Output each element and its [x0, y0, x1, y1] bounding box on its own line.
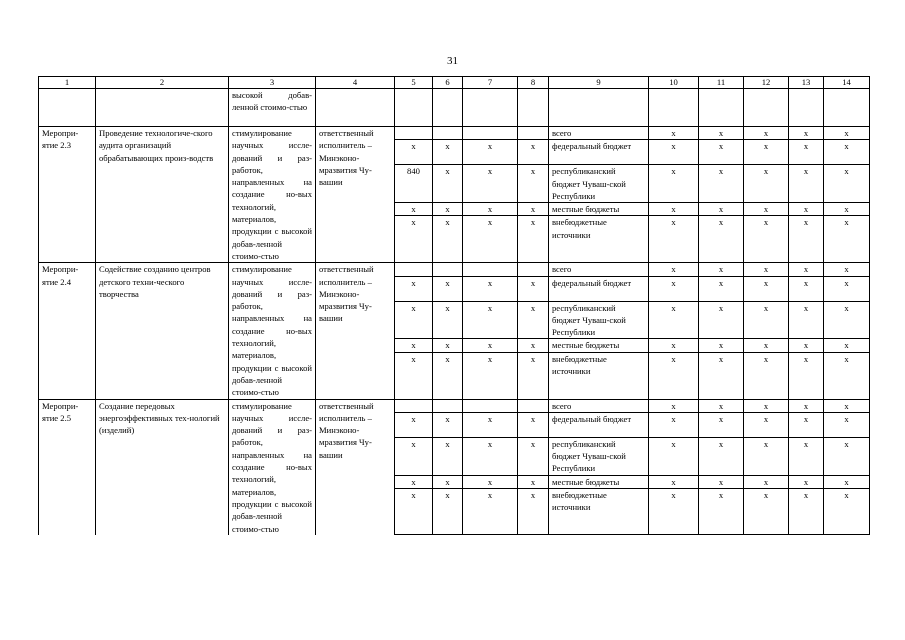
value-cell-c10: x: [649, 140, 699, 165]
value-cell-c11: x: [699, 203, 744, 216]
value-cell-c10: x: [649, 339, 699, 352]
continuation-cell-12: [744, 89, 789, 127]
value-cell-c5: x: [395, 339, 433, 352]
value-cell-c8: x: [518, 412, 549, 437]
value-cell-c12: x: [744, 412, 789, 437]
measure-executor: ответственный исполнитель – Минэконо-мразвития Чу-вашии: [316, 263, 395, 399]
value-cell-c11: x: [699, 276, 744, 301]
value-cell-c5: 840: [395, 165, 433, 203]
funding-source: федеральный бюджет: [549, 276, 649, 301]
value-cell-c8: x: [518, 276, 549, 301]
header-col-1: 1: [39, 77, 96, 89]
value-cell-c6: [433, 263, 463, 276]
measure-name: Проведение технологиче-ского аудита организаций обрабатывающих произ-водств: [96, 127, 229, 263]
continuation-cell-2: [96, 89, 229, 127]
value-cell-c14: x: [824, 276, 870, 301]
measure-goal: стимулирование научных иссле-дований и раз-работок, направленных на создание но-вых технологий, материалов, продукции с высокой добав-ленной стоимо-стью: [229, 399, 316, 535]
value-cell-c10: x: [649, 437, 699, 475]
value-cell-c11: x: [699, 412, 744, 437]
header-col-10: 10: [649, 77, 699, 89]
value-cell-c7: [463, 399, 518, 412]
continuation-cell-5: [395, 89, 433, 127]
value-cell-c14: x: [824, 352, 870, 399]
value-cell-c8: x: [518, 203, 549, 216]
funding-source: внебюджетные источники: [549, 216, 649, 263]
value-cell-c5: x: [395, 276, 433, 301]
value-cell-c5: [395, 399, 433, 412]
value-cell-c5: x: [395, 412, 433, 437]
value-cell-c5: x: [395, 475, 433, 488]
value-cell-c12: x: [744, 127, 789, 140]
value-cell-c10: x: [649, 412, 699, 437]
value-cell-c10: x: [649, 203, 699, 216]
value-cell-c13: x: [789, 352, 824, 399]
value-cell-c6: x: [433, 475, 463, 488]
value-cell-c5: x: [395, 301, 433, 339]
value-cell-c10: x: [649, 216, 699, 263]
header-col-5: 5: [395, 77, 433, 89]
funding-source: местные бюджеты: [549, 203, 649, 216]
value-cell-c13: x: [789, 203, 824, 216]
value-cell-c12: x: [744, 203, 789, 216]
value-cell-c14: x: [824, 301, 870, 339]
header-col-9: 9: [549, 77, 649, 89]
funding-source: республиканский бюджет Чуваш-ской Республики: [549, 301, 649, 339]
funding-source: внебюджетные источники: [549, 489, 649, 535]
value-cell-c7: [463, 127, 518, 140]
value-cell-c5: x: [395, 140, 433, 165]
value-cell-c13: x: [789, 165, 824, 203]
measure-code: Меропри-ятие 2.5: [39, 399, 96, 535]
funding-source: местные бюджеты: [549, 475, 649, 488]
continuation-goal: высокой добав-ленной стоимо-стью: [229, 89, 316, 127]
value-cell-c14: x: [824, 339, 870, 352]
header-col-13: 13: [789, 77, 824, 89]
value-cell-c11: x: [699, 165, 744, 203]
measure-name: Создание передовых энергоэффективных тех-нологий (изделий): [96, 399, 229, 535]
value-cell-c12: x: [744, 216, 789, 263]
value-cell-c14: x: [824, 140, 870, 165]
value-cell-c5: [395, 127, 433, 140]
value-cell-c12: x: [744, 339, 789, 352]
continuation-cell-9: [549, 89, 649, 127]
measure-row: [39, 127, 870, 140]
header-col-11: 11: [699, 77, 744, 89]
measure-executor: ответственный исполнитель – Минэконо-мразвития Чу-вашии: [316, 127, 395, 263]
value-cell-c6: x: [433, 412, 463, 437]
continuation-cell-8: [518, 89, 549, 127]
measure-goal: стимулирование научных иссле-дований и раз-работок, направленных на создание но-вых технологий, материалов, продукции с высокой добав-ленной стоимо-стью: [229, 127, 316, 263]
value-cell-c11: x: [699, 127, 744, 140]
value-cell-c6: x: [433, 216, 463, 263]
value-cell-c12: x: [744, 352, 789, 399]
value-cell-c6: x: [433, 301, 463, 339]
value-cell-c6: x: [433, 276, 463, 301]
value-cell-c10: x: [649, 301, 699, 339]
value-cell-c6: [433, 127, 463, 140]
value-cell-c11: x: [699, 263, 744, 276]
budget-table: [38, 76, 870, 535]
value-cell-c8: [518, 127, 549, 140]
value-cell-c6: x: [433, 140, 463, 165]
value-cell-c12: x: [744, 301, 789, 339]
value-cell-c8: x: [518, 475, 549, 488]
value-cell-c6: x: [433, 203, 463, 216]
value-cell-c7: x: [463, 216, 518, 263]
value-cell-c12: x: [744, 165, 789, 203]
value-cell-c13: x: [789, 437, 824, 475]
value-cell-c7: [463, 263, 518, 276]
value-cell-c14: x: [824, 489, 870, 535]
value-cell-c14: x: [824, 475, 870, 488]
value-cell-c14: x: [824, 165, 870, 203]
value-cell-c7: x: [463, 352, 518, 399]
value-cell-c12: x: [744, 489, 789, 535]
value-cell-c13: x: [789, 276, 824, 301]
value-cell-c6: [433, 399, 463, 412]
value-cell-c13: x: [789, 301, 824, 339]
funding-source: всего: [549, 263, 649, 276]
value-cell-c13: x: [789, 339, 824, 352]
value-cell-c10: x: [649, 276, 699, 301]
value-cell-c7: x: [463, 165, 518, 203]
value-cell-c7: x: [463, 437, 518, 475]
value-cell-c13: x: [789, 475, 824, 488]
value-cell-c7: x: [463, 339, 518, 352]
value-cell-c8: x: [518, 216, 549, 263]
continuation-cell-11: [699, 89, 744, 127]
value-cell-c11: x: [699, 489, 744, 535]
value-cell-c11: x: [699, 399, 744, 412]
value-cell-c5: x: [395, 352, 433, 399]
value-cell-c5: x: [395, 489, 433, 535]
value-cell-c14: x: [824, 263, 870, 276]
header-col-8: 8: [518, 77, 549, 89]
value-cell-c6: x: [433, 352, 463, 399]
header-col-7: 7: [463, 77, 518, 89]
continuation-cell-13: [789, 89, 824, 127]
funding-source: республиканский бюджет Чуваш-ской Республики: [549, 165, 649, 203]
value-cell-c12: x: [744, 475, 789, 488]
value-cell-c13: x: [789, 140, 824, 165]
value-cell-c14: x: [824, 216, 870, 263]
funding-source: федеральный бюджет: [549, 140, 649, 165]
value-cell-c10: x: [649, 127, 699, 140]
value-cell-c8: x: [518, 165, 549, 203]
value-cell-c12: x: [744, 140, 789, 165]
value-cell-c10: x: [649, 263, 699, 276]
continuation-cell-6: [433, 89, 463, 127]
value-cell-c11: x: [699, 437, 744, 475]
funding-source: республиканский бюджет Чуваш-ской Республики: [549, 437, 649, 475]
value-cell-c5: x: [395, 203, 433, 216]
value-cell-c13: x: [789, 489, 824, 535]
value-cell-c7: x: [463, 301, 518, 339]
funding-source: всего: [549, 399, 649, 412]
measure-code: Меропри-ятие 2.3: [39, 127, 96, 263]
value-cell-c8: x: [518, 140, 549, 165]
value-cell-c8: x: [518, 352, 549, 399]
value-cell-c8: x: [518, 339, 549, 352]
value-cell-c5: [395, 263, 433, 276]
funding-source: внебюджетные источники: [549, 352, 649, 399]
continuation-cell-4: [316, 89, 395, 127]
funding-source: федеральный бюджет: [549, 412, 649, 437]
value-cell-c14: x: [824, 203, 870, 216]
value-cell-c6: x: [433, 165, 463, 203]
value-cell-c12: x: [744, 437, 789, 475]
value-cell-c14: x: [824, 437, 870, 475]
value-cell-c13: x: [789, 216, 824, 263]
value-cell-c8: x: [518, 489, 549, 535]
value-cell-c6: x: [433, 339, 463, 352]
value-cell-c7: x: [463, 475, 518, 488]
value-cell-c7: x: [463, 276, 518, 301]
value-cell-c8: x: [518, 301, 549, 339]
value-cell-c5: x: [395, 216, 433, 263]
continuation-cell-1: [39, 89, 96, 127]
value-cell-c6: x: [433, 437, 463, 475]
value-cell-c11: x: [699, 216, 744, 263]
header-col-2: 2: [96, 77, 229, 89]
value-cell-c8: [518, 399, 549, 412]
funding-source: всего: [549, 127, 649, 140]
measure-goal: стимулирование научных иссле-дований и раз-работок, направленных на создание но-вых технологий, материалов, продукции с высокой добав-ленной стоимо-стью: [229, 263, 316, 399]
value-cell-c14: x: [824, 127, 870, 140]
continuation-cell-14: [824, 89, 870, 127]
value-cell-c11: x: [699, 352, 744, 399]
value-cell-c13: x: [789, 127, 824, 140]
value-cell-c11: x: [699, 140, 744, 165]
value-cell-c5: x: [395, 437, 433, 475]
header-row: [39, 77, 870, 89]
measure-name: Содействие созданию центров детского техни-ческого творчества: [96, 263, 229, 399]
measure-code: Меропри-ятие 2.4: [39, 263, 96, 399]
header-col-12: 12: [744, 77, 789, 89]
continuation-row: [39, 89, 870, 127]
value-cell-c10: x: [649, 489, 699, 535]
value-cell-c13: x: [789, 263, 824, 276]
measure-executor: ответственный исполнитель – Минэконо-мразвития Чу-вашии: [316, 399, 395, 535]
value-cell-c7: x: [463, 140, 518, 165]
value-cell-c8: x: [518, 437, 549, 475]
header-col-4: 4: [316, 77, 395, 89]
value-cell-c6: x: [433, 489, 463, 535]
value-cell-c14: x: [824, 399, 870, 412]
header-col-14: 14: [824, 77, 870, 89]
continuation-cell-7: [463, 89, 518, 127]
value-cell-c10: x: [649, 475, 699, 488]
page-number: 31: [447, 55, 458, 67]
value-cell-c7: x: [463, 489, 518, 535]
value-cell-c13: x: [789, 412, 824, 437]
value-cell-c12: x: [744, 276, 789, 301]
table-body: [39, 89, 870, 535]
value-cell-c8: [518, 263, 549, 276]
continuation-cell-10: [649, 89, 699, 127]
value-cell-c10: x: [649, 399, 699, 412]
value-cell-c11: x: [699, 339, 744, 352]
value-cell-c10: x: [649, 165, 699, 203]
value-cell-c11: x: [699, 475, 744, 488]
measure-row: [39, 263, 870, 276]
measure-row: [39, 399, 870, 412]
value-cell-c12: x: [744, 399, 789, 412]
value-cell-c7: x: [463, 412, 518, 437]
value-cell-c13: x: [789, 399, 824, 412]
value-cell-c10: x: [649, 352, 699, 399]
value-cell-c11: x: [699, 301, 744, 339]
value-cell-c7: x: [463, 203, 518, 216]
header-col-6: 6: [433, 77, 463, 89]
header-col-3: 3: [229, 77, 316, 89]
value-cell-c12: x: [744, 263, 789, 276]
value-cell-c14: x: [824, 412, 870, 437]
funding-source: местные бюджеты: [549, 339, 649, 352]
